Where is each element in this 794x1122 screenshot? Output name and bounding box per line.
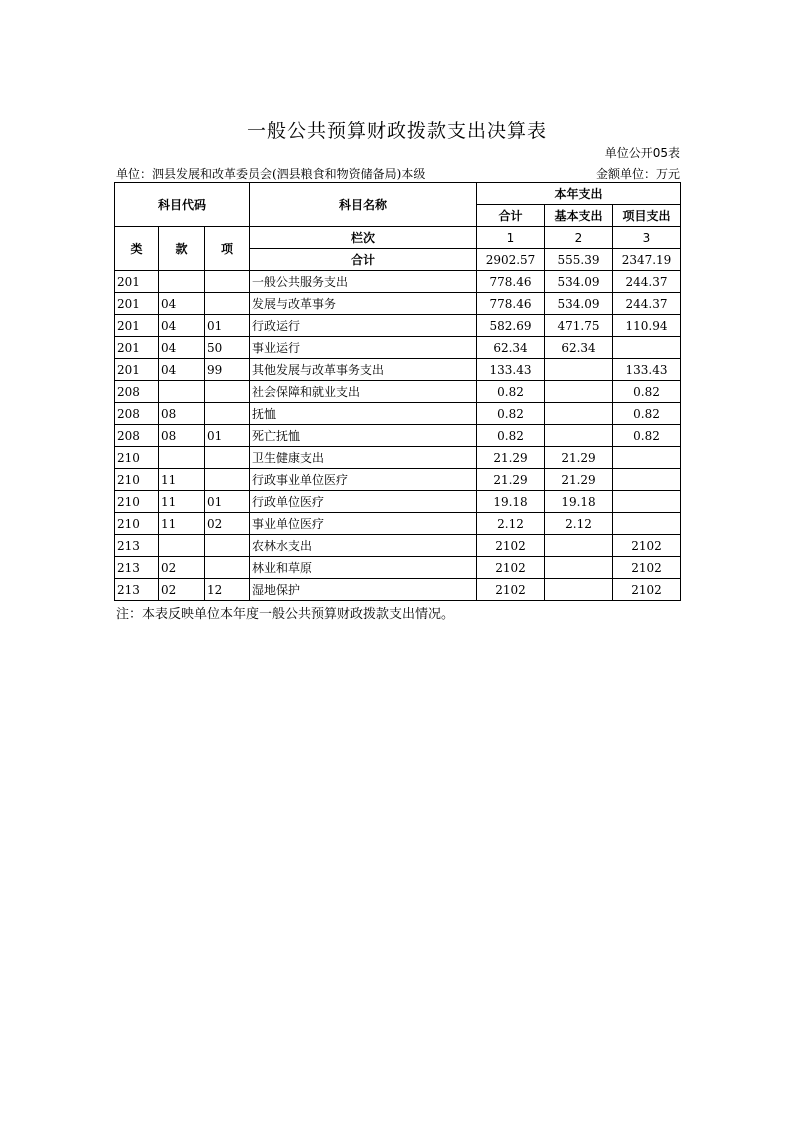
column-order-label: 栏次 — [250, 227, 477, 249]
subject-name-cell: 事业运行 — [250, 337, 477, 359]
table-row — [115, 535, 681, 557]
total-cell: 2102 — [477, 579, 545, 601]
section-cell — [159, 381, 205, 403]
subject-name-cell: 抚恤 — [250, 403, 477, 425]
subject-name-cell: 行政单位医疗 — [250, 491, 477, 513]
subject-name-cell: 农林水支出 — [250, 535, 477, 557]
total-cell: 778.46 — [477, 271, 545, 293]
section-cell — [159, 535, 205, 557]
section-cell: 08 — [159, 425, 205, 447]
item-header: 项 — [205, 227, 250, 271]
item-cell — [205, 293, 250, 315]
item-cell: 12 — [205, 579, 250, 601]
subject-name-cell: 行政事业单位医疗 — [250, 469, 477, 491]
table-row — [115, 381, 681, 403]
category-cell: 208 — [115, 381, 159, 403]
item-cell: 99 — [205, 359, 250, 381]
total-cell: 21.29 — [477, 447, 545, 469]
amount-unit-label: 金额单位：万元 — [595, 167, 680, 181]
table-row — [115, 513, 681, 535]
item-cell: 50 — [205, 337, 250, 359]
project-cell: 2102 — [613, 557, 681, 579]
basic-cell — [545, 381, 613, 403]
item-cell: 01 — [205, 425, 250, 447]
table-row — [115, 425, 681, 447]
total-cell: 2102 — [477, 557, 545, 579]
table-row — [115, 469, 681, 491]
sum-total: 2902.57 — [477, 249, 545, 271]
project-cell: 0.82 — [613, 403, 681, 425]
sum-label: 合计 — [250, 249, 477, 271]
category-cell: 201 — [115, 337, 159, 359]
table-row — [115, 403, 681, 425]
section-cell: 02 — [159, 557, 205, 579]
total-cell: 582.69 — [477, 315, 545, 337]
section-cell: 04 — [159, 315, 205, 337]
basic-cell — [545, 557, 613, 579]
project-cell: 2102 — [613, 579, 681, 601]
basic-cell — [545, 535, 613, 557]
table-row — [115, 315, 681, 337]
category-cell: 201 — [115, 315, 159, 337]
category-cell: 213 — [115, 579, 159, 601]
subject-name-cell: 死亡抚恤 — [250, 425, 477, 447]
item-cell — [205, 535, 250, 557]
category-header: 类 — [115, 227, 159, 271]
category-cell: 210 — [115, 513, 159, 535]
total-cell: 0.82 — [477, 425, 545, 447]
project-cell: 244.37 — [613, 293, 681, 315]
total-cell: 2.12 — [477, 513, 545, 535]
item-cell — [205, 469, 250, 491]
item-cell — [205, 557, 250, 579]
item-cell: 02 — [205, 513, 250, 535]
total-header: 合计 — [477, 205, 545, 227]
section-cell: 08 — [159, 403, 205, 425]
project-cell — [613, 447, 681, 469]
form-number: 单位公开05表 — [604, 146, 680, 160]
section-cell: 02 — [159, 579, 205, 601]
basic-cell: 19.18 — [545, 491, 613, 513]
section-cell — [159, 447, 205, 469]
subject-name-cell: 发展与改革事务 — [250, 293, 477, 315]
column-number-3: 3 — [613, 227, 681, 249]
total-cell: 0.82 — [477, 381, 545, 403]
item-cell: 01 — [205, 315, 250, 337]
project-cell: 0.82 — [613, 425, 681, 447]
subject-name-cell: 一般公共服务支出 — [250, 271, 477, 293]
table-row — [115, 359, 681, 381]
category-cell: 201 — [115, 293, 159, 315]
section-cell: 11 — [159, 513, 205, 535]
project-spending-header: 项目支出 — [613, 205, 681, 227]
category-cell: 210 — [115, 491, 159, 513]
basic-cell: 534.09 — [545, 293, 613, 315]
subject-name-cell: 社会保障和就业支出 — [250, 381, 477, 403]
subject-name-cell: 林业和草原 — [250, 557, 477, 579]
section-cell: 11 — [159, 491, 205, 513]
basic-cell: 21.29 — [545, 469, 613, 491]
project-cell: 244.37 — [613, 271, 681, 293]
basic-cell: 471.75 — [545, 315, 613, 337]
category-cell: 201 — [115, 359, 159, 381]
subject-name-cell: 湿地保护 — [250, 579, 477, 601]
category-cell: 208 — [115, 425, 159, 447]
table-row — [115, 491, 681, 513]
project-cell — [613, 513, 681, 535]
basic-spending-header: 基本支出 — [545, 205, 613, 227]
table-row — [115, 557, 681, 579]
project-cell: 133.43 — [613, 359, 681, 381]
item-cell — [205, 271, 250, 293]
total-cell: 133.43 — [477, 359, 545, 381]
subject-name-header: 科目名称 — [250, 183, 477, 227]
table-row — [115, 579, 681, 601]
item-cell — [205, 447, 250, 469]
item-cell — [205, 381, 250, 403]
subject-name-cell: 行政运行 — [250, 315, 477, 337]
basic-cell — [545, 579, 613, 601]
page-title: 一般公共预算财政拨款支出决算表 — [246, 120, 547, 142]
total-cell: 0.82 — [477, 403, 545, 425]
total-cell: 2102 — [477, 535, 545, 557]
category-cell: 208 — [115, 403, 159, 425]
column-number-1: 1 — [477, 227, 545, 249]
expenditure-table — [114, 182, 681, 601]
table-row — [115, 293, 681, 315]
section-cell: 04 — [159, 293, 205, 315]
basic-cell: 2.12 — [545, 513, 613, 535]
project-cell — [613, 491, 681, 513]
basic-cell — [545, 359, 613, 381]
basic-cell — [545, 425, 613, 447]
sum-project: 2347.19 — [613, 249, 681, 271]
basic-cell: 62.34 — [545, 337, 613, 359]
subject-name-cell: 其他发展与改革事务支出 — [250, 359, 477, 381]
section-cell: 04 — [159, 337, 205, 359]
basic-cell: 534.09 — [545, 271, 613, 293]
table-note: 注：本表反映单位本年度一般公共预算财政拨款支出情况。 — [116, 607, 455, 622]
category-cell: 210 — [115, 447, 159, 469]
project-cell: 110.94 — [613, 315, 681, 337]
column-number-2: 2 — [545, 227, 613, 249]
total-cell: 21.29 — [477, 469, 545, 491]
table-row — [115, 271, 681, 293]
unit-label: 单位：泗县发展和改革委员会(泗县粮食和物资储备局)本级 — [116, 167, 426, 181]
section-cell — [159, 271, 205, 293]
section-cell: 04 — [159, 359, 205, 381]
total-cell: 62.34 — [477, 337, 545, 359]
project-cell: 0.82 — [613, 381, 681, 403]
category-cell: 201 — [115, 271, 159, 293]
table-row — [115, 447, 681, 469]
table-row — [115, 337, 681, 359]
category-cell: 210 — [115, 469, 159, 491]
basic-cell — [545, 403, 613, 425]
current-year-spending-header: 本年支出 — [477, 183, 681, 205]
item-cell: 01 — [205, 491, 250, 513]
item-cell — [205, 403, 250, 425]
total-cell: 778.46 — [477, 293, 545, 315]
subject-name-cell: 卫生健康支出 — [250, 447, 477, 469]
basic-cell: 21.29 — [545, 447, 613, 469]
project-cell: 2102 — [613, 535, 681, 557]
project-cell — [613, 469, 681, 491]
category-cell: 213 — [115, 557, 159, 579]
total-cell: 19.18 — [477, 491, 545, 513]
sum-basic: 555.39 — [545, 249, 613, 271]
section-cell: 11 — [159, 469, 205, 491]
category-cell: 213 — [115, 535, 159, 557]
section-header: 款 — [159, 227, 205, 271]
subject-name-cell: 事业单位医疗 — [250, 513, 477, 535]
subject-code-header: 科目代码 — [115, 183, 250, 227]
project-cell — [613, 337, 681, 359]
